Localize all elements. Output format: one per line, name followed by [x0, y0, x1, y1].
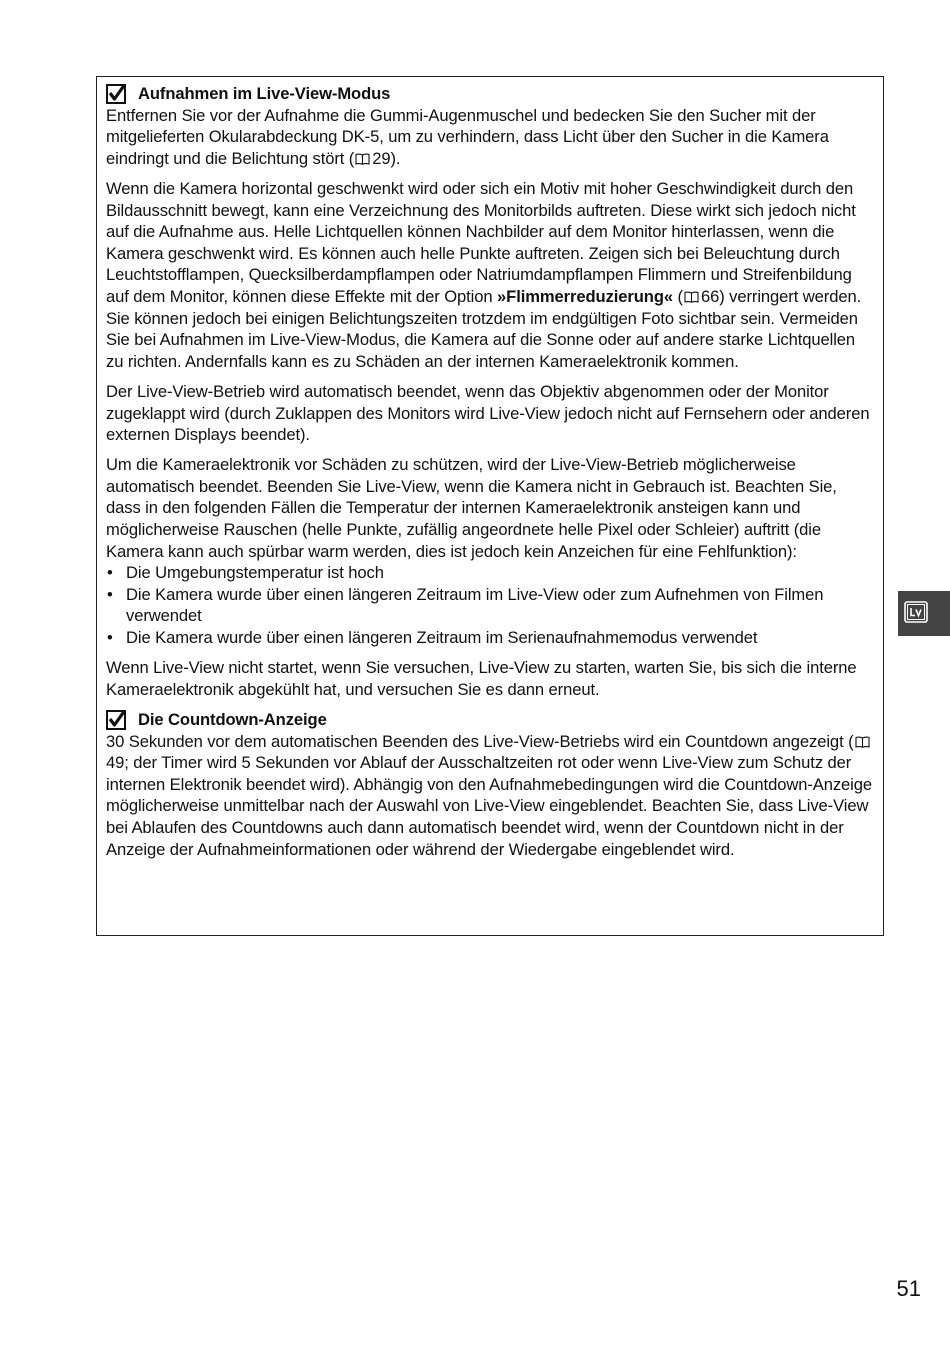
check-icon	[106, 710, 126, 730]
note-box	[96, 76, 884, 936]
paragraph: Der Live-View-Betrieb wird automatisch beendet, wenn das Objektiv abgenommen oder der Monitor zugeklappt wird (durch Zuklappen des Monitors wird Live-View jedoch nicht auf Fernsehern oder anderen externen Displays beendet).	[106, 381, 870, 445]
paragraph: Wenn die Kamera horizontal geschwenkt wird oder sich ein Motiv mit hoher Geschwindigkeit durch den Bildausschnitt bewegt, kann eine Verzeichnung des Monitorbilds auftreten. Diese wirkt sich jedoch nicht auf die Aufnahme aus. Helle Lichtquellen können Nachbilder auf dem Monitor hinterlassen, wenn die Kamera geschwenkt wird. Es können auch helle Punkte auftreten. Zeigen sich bei Beleuchtung durch Leuchtstofflampen, Quecksilberdampflampen oder Natriumdampflampen Flimmern und Streifenbildung auf dem Monitor, können diese Effekte mit der Option »Flimmerreduzierung« ( 66) verringert werden. Sie können jedoch bei einigen Belichtungszeiten trotzdem im endgültigen Foto sichtbar sein. Vermeiden Sie bei Aufnahmen im Live-View-Modus, die Kamera auf die Sonne oder auf andere starke Lichtquellen zu richten. Andernfalls kann es zu Schäden an der internen Kameraelektronik kommen.	[106, 178, 862, 371]
paragraph: Entfernen Sie vor der Aufnahme die Gummi-Augenmuschel und bedecken Sie den Sucher mit der mitgelieferten Okularabdeckung DK-5, um zu verhindern, dass Licht über den Sucher in die Kamera eindringt und die Belichtung stört ( 29).	[106, 105, 829, 168]
book-reference-icon	[684, 291, 699, 303]
book-reference-icon	[355, 153, 370, 165]
page-reference: 29	[372, 148, 391, 168]
paragraph: Um die Kameraelektronik vor Schäden zu schützen, wird der Live-View-Betrieb möglicherweise automatisch beendet. Beenden Sie Live-View, wenn die Kamera nicht in Gebrauch ist. Beachten Sie, dass in den folgenden Fällen die Temperatur der internen Kameraelektronik ansteigen kann und möglicherweise Rauschen (helle Punkte, zufällig angeordnete helle Pixel oder Schleier) auftritt (die Kamera kann auch spürbar warm werden, dies ist jedoch kein Anzeichen für eine Fehlfunktion):	[106, 455, 837, 561]
paragraph: 30 Sekunden vor dem automatischen Beenden des Live-View-Betriebs wird ein Countdown angezeigt ( 49; der Timer wird 5 Sekunden vor Ablauf der Ausschaltzeiten rot oder wenn Live-View zum Schutz der internen Elektronik beendet wird). Abhängig von den Aufnahmebedingungen wird die Countdown-Anzeige möglicherweise unmittelbar nach der Auswahl von Live-View eingeblendet. Beachten Sie, dass Live-View bei Ablaufen des Countdowns auch dann automatisch beendet wird, wenn der Countdown nicht in der Anzeige der Aufnahmeinformationen oder während der Wiedergabe eingeblendet wird.	[106, 731, 873, 859]
menu-option-name: »Flimmerreduzierung«	[497, 286, 674, 306]
page-number: 51	[896, 1276, 921, 1301]
list-item: • Die Umgebungstemperatur ist hoch	[106, 562, 874, 584]
list-item: • Die Kamera wurde über einen längeren Zeitraum im Live-View oder zum Aufnehmen von Filmen verwendet	[106, 584, 874, 627]
bullet-list	[106, 562, 874, 648]
note-heading-text: Aufnahmen im Live-View-Modus	[138, 84, 391, 103]
check-icon	[106, 84, 126, 104]
chapter-side-tab	[898, 591, 950, 636]
live-view-icon	[904, 601, 928, 623]
paragraph: Wenn Live-View nicht startet, wenn Sie versuchen, Live-View zu starten, warten Sie, bis sich die interne Kameraelektronik abgekühlt hat, und versuchen Sie es dann erneut.	[106, 658, 857, 699]
page-reference: 49	[106, 753, 125, 773]
note-heading-live-view	[106, 83, 874, 105]
book-reference-icon	[855, 736, 870, 748]
note-heading-countdown	[106, 709, 874, 731]
list-item: • Die Kamera wurde über einen längeren Zeitraum im Serienaufnahmemodus verwendet	[106, 627, 874, 649]
page-reference: 66	[700, 286, 720, 306]
note-heading-text: Die Countdown-Anzeige	[138, 710, 327, 729]
